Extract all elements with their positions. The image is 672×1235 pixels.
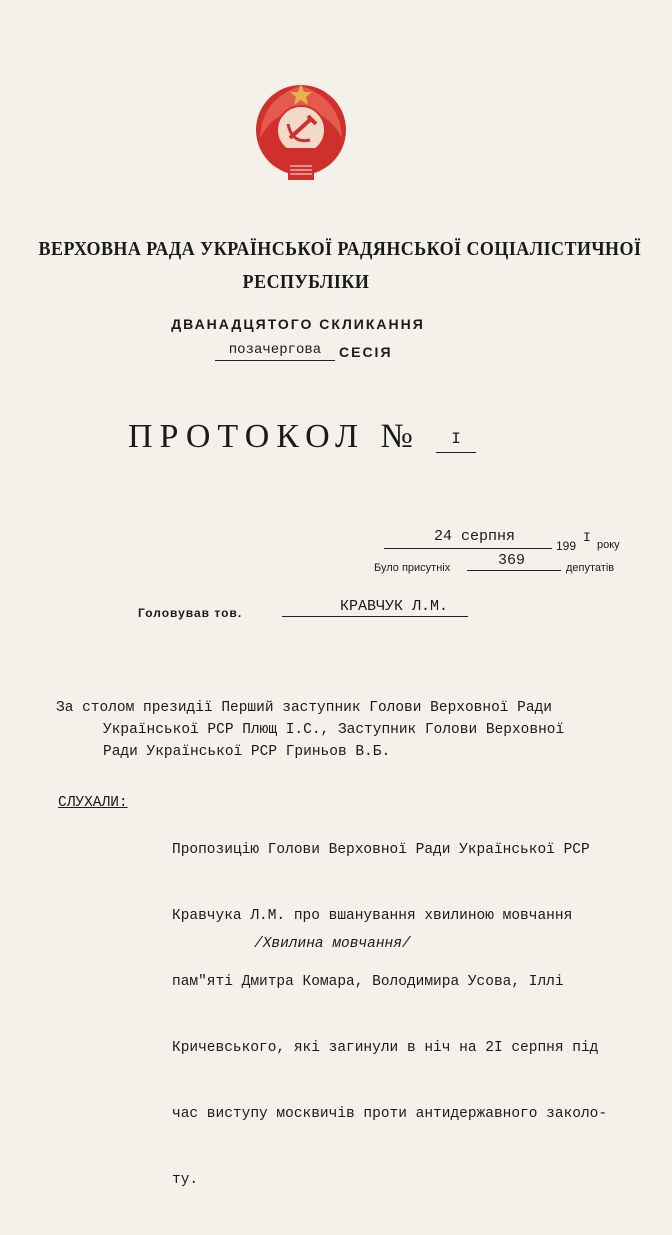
chair-name: КРАВЧУК Л.М. — [340, 598, 449, 615]
header-line-2: РЕСПУБЛІКИ — [242, 271, 370, 293]
year-prefix: 199 — [556, 539, 577, 553]
presidium-line-3: Ради Української РСР Гриньов В.Б. — [103, 744, 391, 760]
session-date: 24 серпня — [434, 528, 516, 545]
heard-line: час виступу москвичів проти антидержавного заколо- — [172, 1106, 608, 1122]
heard-text — [172, 795, 607, 1235]
year-digit: I — [583, 530, 591, 545]
moment-of-silence-note: /Хвилина мовчання/ — [254, 936, 411, 952]
presidium-line-1: За столом президії Перший заступник Голови Верховної Ради — [56, 700, 552, 716]
heard-line: Пропозицію Голови Верховної Ради Української РСР — [172, 842, 590, 858]
heard-line: Кричевського, які загинули в ніч на 2І серпня під — [172, 1040, 599, 1056]
year-word: року — [597, 539, 620, 551]
convocation-title: ДВАНАДЦЯТОГО СКЛИКАННЯ — [171, 316, 425, 332]
protocol-number: I — [436, 430, 476, 453]
protocol-title: ПРОТОКОЛ № — [128, 418, 420, 455]
heard-line: пам"яті Дмитра Комара, Володимира Усова, Іллі — [172, 974, 564, 990]
deputies-label: депутатів — [566, 562, 615, 574]
presidium-line-2: Української РСР Плющ І.С., Заступник Голови Верховної — [103, 722, 565, 738]
state-emblem-icon — [250, 78, 352, 186]
chair-label: Головував тов. — [138, 606, 243, 620]
session-label: СЕСІЯ — [339, 344, 393, 360]
header-line-1: ВЕРХОВНА РАДА УКРАЇНСЬКОЇ РАДЯНСЬКОЇ СОЦІАЛІСТИЧНОЇ — [38, 238, 642, 260]
session-type: позачергова — [215, 342, 335, 361]
heard-line: ту. — [172, 1172, 199, 1188]
present-count: 369 — [498, 552, 526, 569]
heard-label: СЛУХАЛИ: — [58, 795, 128, 811]
heard-line: Кравчука Л.М. про вшанування хвилиною мовчання — [172, 908, 573, 924]
present-label: Було присутніх — [374, 562, 451, 574]
